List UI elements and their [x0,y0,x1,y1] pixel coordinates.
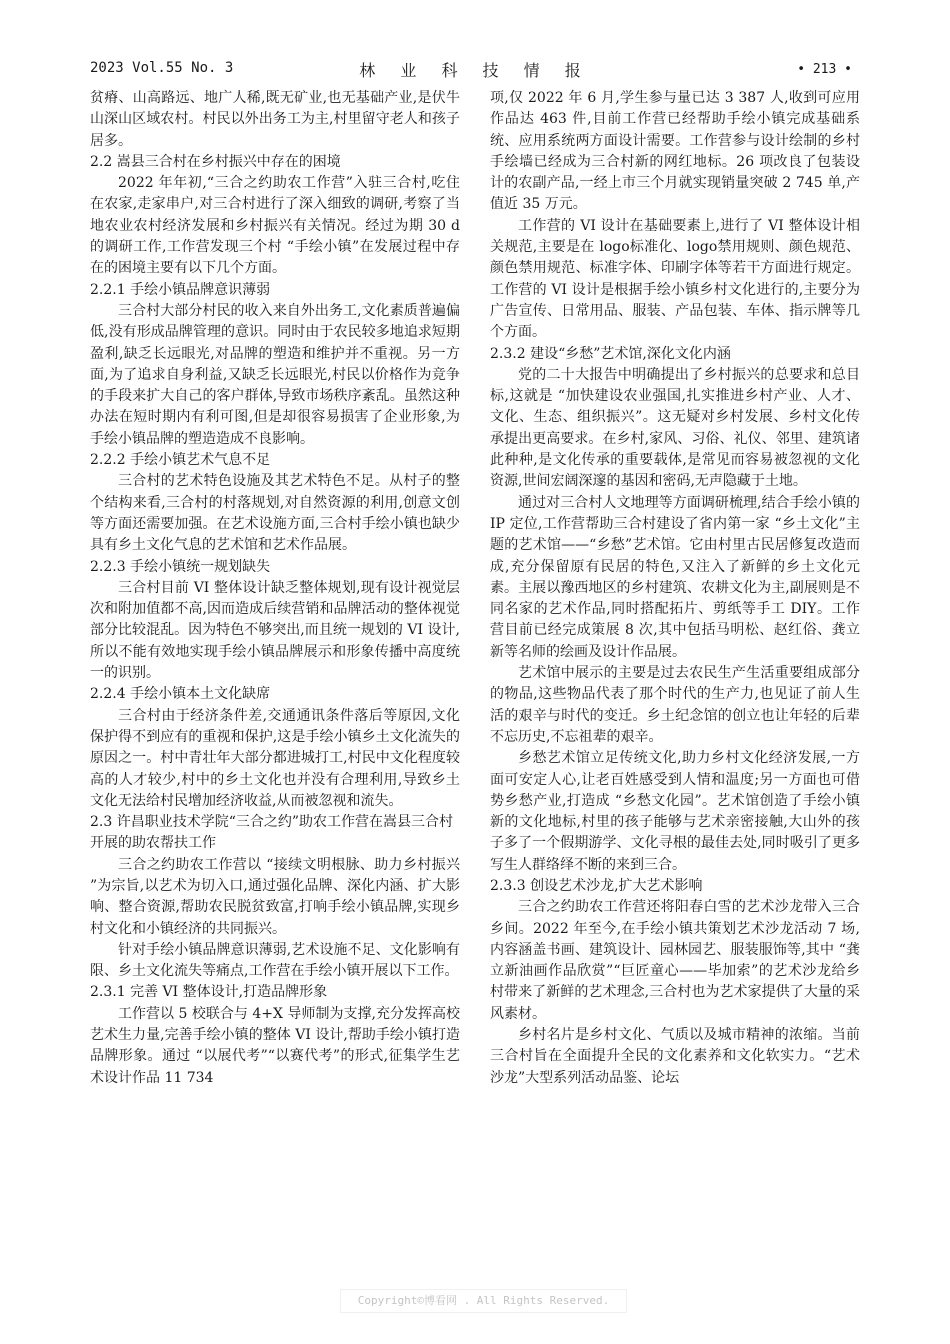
body-paragraph: 通过对三合村人文地理等方面调研梳理,结合手绘小镇的 IP 定位,工作营帮助三合村建设了省内第一家 “乡土文化”主题的艺术馆——“乡愁”艺术馆。它由村里古民居修复改造而成,充分保留原有民居的特色,又注入了新鲜的乡土文化元素。主展以豫西地区的乡村建筑、农耕文化为主,副展则是不同名家的艺术作品,同时搭配拓片、剪纸等手工 DIY。工作营目前已经完成策展 8 次,其中包括马明松、赵红俗、龚立新等名师的绘画及设计作品展。 [490,494,860,660]
section-heading: 2.3.3 创设艺术沙龙,扩大艺术影响 [490,877,703,894]
body-paragraph: 乡村名片是乡村文化、气质以及城市精神的浓缩。当前三合村旨在全面提升全民的文化素养和文化软实力。“艺术沙龙”大型系列活动品鉴、论坛 [490,1027,860,1086]
copyright-footer: Copyright©博看网 . All Rights Reserved. [340,1289,627,1313]
body-paragraph: 三合村大部分村民的收入来自外出务工,文化素质普遍偏低,没有形成品牌管理的意识。同时由于农民较多地追求短期盈利,缺乏长远眼光,对品牌的塑造和维护并不重视。另一方面,为了追求自身利益,又缺乏长远眼光,村民以价格作为竞争的手段来扩大自己的客户群体,导致市场秩序紊乱。虽然这种办法在短时期内有利可图,但是却很容易损害了企业形象,为手绘小镇品牌的塑造造成不良影响。 [90,302,460,447]
body-paragraph: 三合村目前 VI 整体设计缺乏整体规划,现有设计视觉层次和附加值都不高,因而造成后续营销和品牌活动的整体视觉部分比较混乱。因为特色不够突出,而且统一规划的 VI 设计,所以不能有效地实现手绘小镇品牌展示和形象传播中高度统一的识别。 [90,579,460,682]
section-heading: 2.2.2 手绘小镇艺术气息不足 [90,452,271,469]
issue-info: 2023 Vol.55 No. 3 [90,60,234,76]
section-heading: 2.2.3 手绘小镇统一规划缺失 [90,558,271,575]
body-paragraph: 三合村由于经济条件差,交通通讯条件落后等原因,文化保护得不到应有的重视和保护,这是手绘小镇乡土文化流失的原因之一。村中青壮年大部分都进城打工,村民中文化程度较高的人才较少,村中的乡土文化也并没有合理利用,导致乡土文化无法给村民增加经济收益,从而被忽视和流失。 [90,707,460,809]
journal-title: 林 业 科 技 情 报 [359,61,591,80]
body-paragraph: 艺术馆中展示的主要是过去农民生产生活重要组成部分的物品,这些物品代表了那个时代的生产力,也见证了前人生活的艰辛与时代的变迁。乡土纪念馆的创立也让年轻的后辈不忘历史,不忘祖辈的艰辛。 [490,665,860,745]
body-paragraph: 项,仅 2022 年 6 月,学生参与量已达 3 387 人,收到可应用作品达 463 件,目前工作营已经帮助手绘小镇完成基础系统、应用系统两方面设计需要。工作营参与设计绘制的乡村手绘墙已经成为三合村新的网红地标。26 项改良了包装设计的农副产品,一经上市三个月就实现销量突破 2 745 单,产值近 35 万元。 [490,90,860,213]
body-paragraph: 三合之约助农工作营还将阳春白雪的艺术沙龙带入三合乡间。2022 年至今,在手绘小镇共策划艺术沙龙活动 7 场,内容涵盖书画、建筑设计、园林园艺、服装服饰等,其中 “龚立新油画作品欣赏”“巨匠童心——毕加索”的艺术沙龙给乡村带来了新鲜的艺术理念,三合村也为艺术家提供了大量的采风素材。 [490,899,860,1022]
body-paragraph: 工作营的 VI 设计在基础要素上,进行了 VI 整体设计相关规范,主要是在 logo标准化、logo禁用规则、颜色规范、颜色禁用规范、标准字体、印刷字体等若干方面进行规定。工作营的 VI 设计是根据手绘小镇乡村文化进行的,主要分为广告宣传、日常用品、服装、产品包装、车体、指示牌等几个方面。 [490,217,860,341]
body-paragraph: 针对手绘小镇品牌意识薄弱,艺术设施不足、文化影响有限、乡土文化流失等痛点,工作营在手绘小镇开展以下工作。 [90,941,460,980]
section-heading: 2.2 嵩县三合村在乡村振兴中存在的困境 [90,153,341,170]
section-heading: 2.3 许昌职业技术学院“三合之约”助农工作营在嵩县三合村开展的助农帮扶工作 [90,814,454,852]
body-paragraph: 2022 年年初,“三合之约助农工作营”入驻三合村,吃住在农家,走家串户,对三合村进行了深入细致的调研,考察了当地农业农村经济发展和乡村振兴有关情况。经过为期 30 d 的调研工作,工作营发现三个村 “手绘小镇”在发展过程中存在的困境主要有以下几个方面。 [90,175,460,277]
section-heading: 2.3.2 建设“乡愁”艺术馆,深化文化内涵 [490,345,731,362]
section-heading: 2.2.4 手绘小镇本土文化缺席 [90,686,271,703]
section-heading: 2.3.1 完善 VI 整体设计,打造品牌形象 [90,984,328,1001]
body-paragraph: 三合村的艺术特色设施及其艺术特色不足。从村子的整个结构来看,三合村的村落规划,对自然资源的利用,创意文创等方面还需要加强。在艺术设施方面,三合村手绘小镇也缺少具有乡土文化气息的艺术馆和艺术作品展。 [90,473,460,554]
left-column [90,88,460,1089]
body-paragraph: 乡愁艺术馆立足传统文化,助力乡村文化经济发展,一方面可安定人心,让老百姓感受到人情和温度;另一方面也可借势乡愁产业,打造成 “乡愁文化园”。艺术馆创造了手绘小镇新的文化地标,村里的孩子能够与艺术亲密接触,大山外的孩子多了一个假期游学、文化寻根的最佳去处,同时吸引了更多写生人群络绎不断的来到三合。 [490,750,860,873]
body-paragraph: 贫瘠、山高路远、地广人稀,既无矿业,也无基础产业,是伏牛山深山区域农村。村民以外出务工为主,村里留守老人和孩子居多。 [90,90,460,149]
right-column [490,88,860,1089]
section-heading: 2.2.1 手绘小镇品牌意识薄弱 [90,281,271,298]
body-paragraph: 三合之约助农工作营以 “接续文明根脉、助力乡村振兴 ”为宗旨,以艺术为切入口,通过强化品牌、深化内涵、扩大影响、整合资源,帮助农民脱贫致富,打响手绘小镇品牌,实现乡村文化和小镇经济的共同振兴。 [90,856,460,937]
body-paragraph: 工作营以 5 校联合与 4+X 导师制为支撑,充分发挥高校艺术生力量,完善手绘小镇的整体 VI 设计,帮助手绘小镇打造品牌形象。通过 “以展代考”“以赛代考”的形式,征集学生艺术设计作品 11 734 [90,1005,460,1086]
body-paragraph: 党的二十大报告中明确提出了乡村振兴的总要求和总目标,这就是 “加快建设农业强国,扎实推进乡村产业、人才、文化、生态、组织振兴”。这无疑对乡村发展、乡村文化传承提出更高要求。在乡村,家风、习俗、礼仪、邻里、建筑诸此种种,是文化传承的重要载体,是常见而容易被忽视的文化资源,世间宏阔深邃的基因和密码,无声隐藏于土地。 [490,366,860,490]
page-number: • 213 • [797,62,852,77]
